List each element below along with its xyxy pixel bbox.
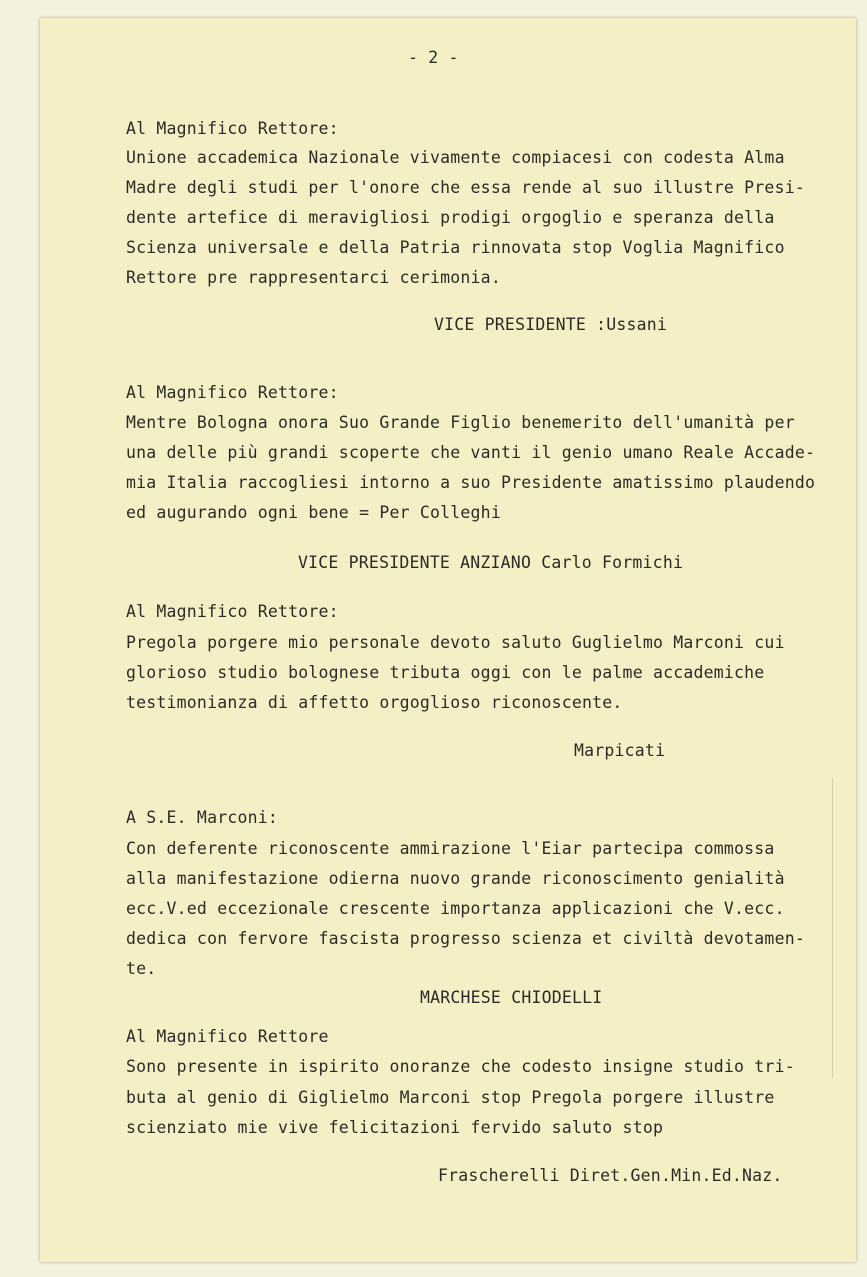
telegram-3-addressee: Al Magnifico Rettore: (126, 602, 339, 621)
telegram-4-signature: MARCHESE CHIODELLI (420, 988, 603, 1007)
telegram-2-line-1: Mentre Bologna onora Suo Grande Figlio benemerito dell'umanità per (126, 413, 795, 432)
telegram-3-signature: Marpicati (574, 741, 666, 760)
telegram-4-line-5: te. (126, 959, 157, 978)
telegram-1-line-4: Scienza universale e della Patria rinnovata stop Voglia Magnifico (126, 238, 785, 257)
telegram-5-line-3: scienziato mie vive felicitazioni fervido saluto stop (126, 1118, 664, 1137)
telegram-4-addressee: A S.E. Marconi: (126, 808, 279, 827)
telegram-2-line-4: ed augurando ogni bene = Per Colleghi (126, 503, 501, 522)
telegram-4-line-3: ecc.V.ed eccezionale crescente importanza applicazioni che V.ecc. (126, 899, 785, 918)
page-number: - 2 - (408, 48, 459, 67)
telegram-3-line-1: Pregola porgere mio personale devoto saluto Guglielmo Marconi cui (126, 633, 785, 652)
telegram-1-line-2: Madre degli studi per l'onore che essa rende al suo illustre Presi- (126, 178, 805, 197)
telegram-1-signature: VICE PRESIDENTE :Ussani (434, 315, 668, 334)
telegram-5-signature: Frascherelli Diret.Gen.Min.Ed.Naz. (438, 1166, 783, 1185)
telegram-1-addressee: Al Magnifico Rettore: (126, 119, 339, 138)
telegram-2-line-3: mia Italia raccogliesi intorno a suo Presidente amatissimo plaudendo (126, 473, 816, 492)
telegram-5-line-1: Sono presente in ispirito onoranze che codesto insigne studio tri- (126, 1057, 795, 1076)
telegram-4-line-2: alla manifestazione odierna nuovo grande riconoscimento genialità (126, 869, 785, 888)
telegram-1-line-5: Rettore pre rappresentarci cerimonia. (126, 268, 501, 287)
telegram-4-line-4: dedica con fervore fascista progresso scienza et civiltà devotamen- (126, 929, 805, 948)
telegram-4-line-1: Con deferente riconoscente ammirazione l'Eiar partecipa commossa (126, 839, 775, 858)
telegram-5-addressee: Al Magnifico Rettore (126, 1027, 329, 1046)
telegram-3-line-2: glorioso studio bolognese tributa oggi con le palme accademiche (126, 663, 765, 682)
telegram-3-line-3: testimonianza di affetto orgoglioso riconoscente. (126, 693, 623, 712)
telegram-2-addressee: Al Magnifico Rettore: (126, 383, 339, 402)
telegram-2-signature: VICE PRESIDENTE ANZIANO Carlo Formichi (298, 553, 684, 572)
telegram-2-line-2: una delle più grandi scoperte che vanti il genio umano Reale Accade- (126, 443, 816, 462)
telegram-1-line-3: dente artefice di meravigliosi prodigi orgoglio e speranza della (126, 208, 775, 227)
telegram-1-line-1: Unione accademica Nazionale vivamente compiacesi con codesta Alma (126, 148, 785, 167)
telegram-5-line-2: buta al genio di Giglielmo Marconi stop Pregola porgere illustre (126, 1088, 775, 1107)
paper-crease (832, 778, 833, 1078)
